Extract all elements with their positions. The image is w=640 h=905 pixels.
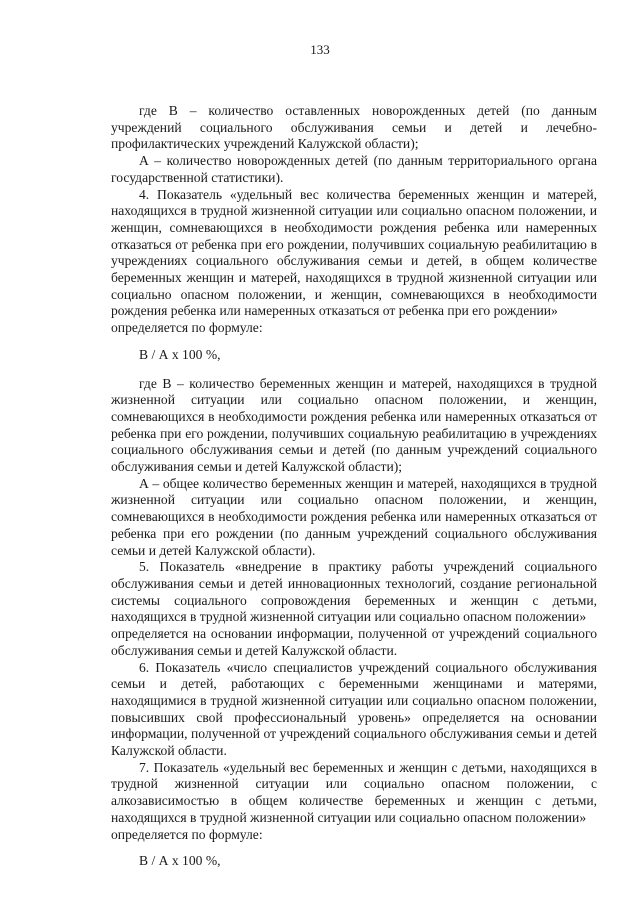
page-number: 133 bbox=[310, 42, 330, 57]
paragraph: 7. Показатель «удельный вес беременных и женщин с детьми, находящихся в трудной жизненной ситуации или социально опасном положении, с алкозависимостью в общем количестве беременных и женщин с детьми, находящихся в трудной жизненной ситуации или социально опасном положении» bbox=[111, 759, 597, 825]
paragraph: А – количество новорожденных детей (по данным территориального органа государственной статистики). bbox=[111, 153, 597, 185]
paragraph: определяется на основании информации, полученной от учреждений социального обслуживания семьи и детей Калужской области. bbox=[111, 626, 597, 658]
paragraph: где B – количество оставленных новорожденных детей (по данным учреждений социального обслуживания семьи и детей и лечебно-профилактических учреждений Калужской области); bbox=[111, 103, 597, 152]
paragraph: определяется по формуле: bbox=[111, 826, 263, 842]
paragraph: 6. Показатель «число специалистов учреждений социального обслуживания семьи и детей, работающих с беременными женщинами и матерями, находящимися в трудной жизненной ситуации или социально опасном положении, повысивших свой профессиональный уровень» определяется на основании информации, полученной от учреждений социального обслуживания семьи и детей Калужской области. bbox=[111, 659, 597, 759]
paragraph: 5. Показатель «внедрение в практику работы учреждений социального обслуживания семьи и детей инновационных технологий, создание региональной системы социального сопровождения беременных и женщин с детьми, находящихся в трудной жизненной ситуации или социально опасном положении» bbox=[111, 559, 597, 625]
paragraph: где В – количество беременных женщин и матерей, находящихся в трудной жизненной ситуации или социально опасном положении, и женщин, сомневающихся в необходимости рождения ребенка или намеренных отказаться от ребенка при его рождении, получивших социальную реабилитацию в учреждениях социального обслуживания семьи и детей (по данным учреждений социального обслуживания семьи и детей Калужской области); bbox=[111, 375, 597, 475]
paragraph: А – общее количество беременных женщин и матерей, находящихся в трудной жизненной ситуации или социально опасном положении, и женщин, сомневающихся в необходимости рождения ребенка или намеренных отказаться от ребенка при его рождении (по данным учреждений социального обслуживания семьи и детей Калужской области). bbox=[111, 475, 597, 558]
formula: В / А х 100 %, bbox=[139, 346, 221, 362]
formula: В / А х 100 %, bbox=[139, 853, 221, 869]
document-body bbox=[111, 103, 597, 882]
paragraph: определяется по формуле: bbox=[111, 320, 263, 336]
paragraph: 4. Показатель «удельный вес количества беременных женщин и матерей, находящихся в трудной жизненной ситуации или социально опасном положении, и женщин, сомневающихся в необходимости рождения ребенка или намеренных отказаться от ребенка при его рождении, получивших социальную реабилитацию в учреждениях социального обслуживания семьи и детей, в общем количестве беременных женщин и матерей, находящихся в трудной жизненной ситуации или социально опасном положении, и женщин, сомневающихся в необходимости рождения ребенка или намеренных отказаться от ребенка при его рождении» bbox=[111, 186, 597, 319]
